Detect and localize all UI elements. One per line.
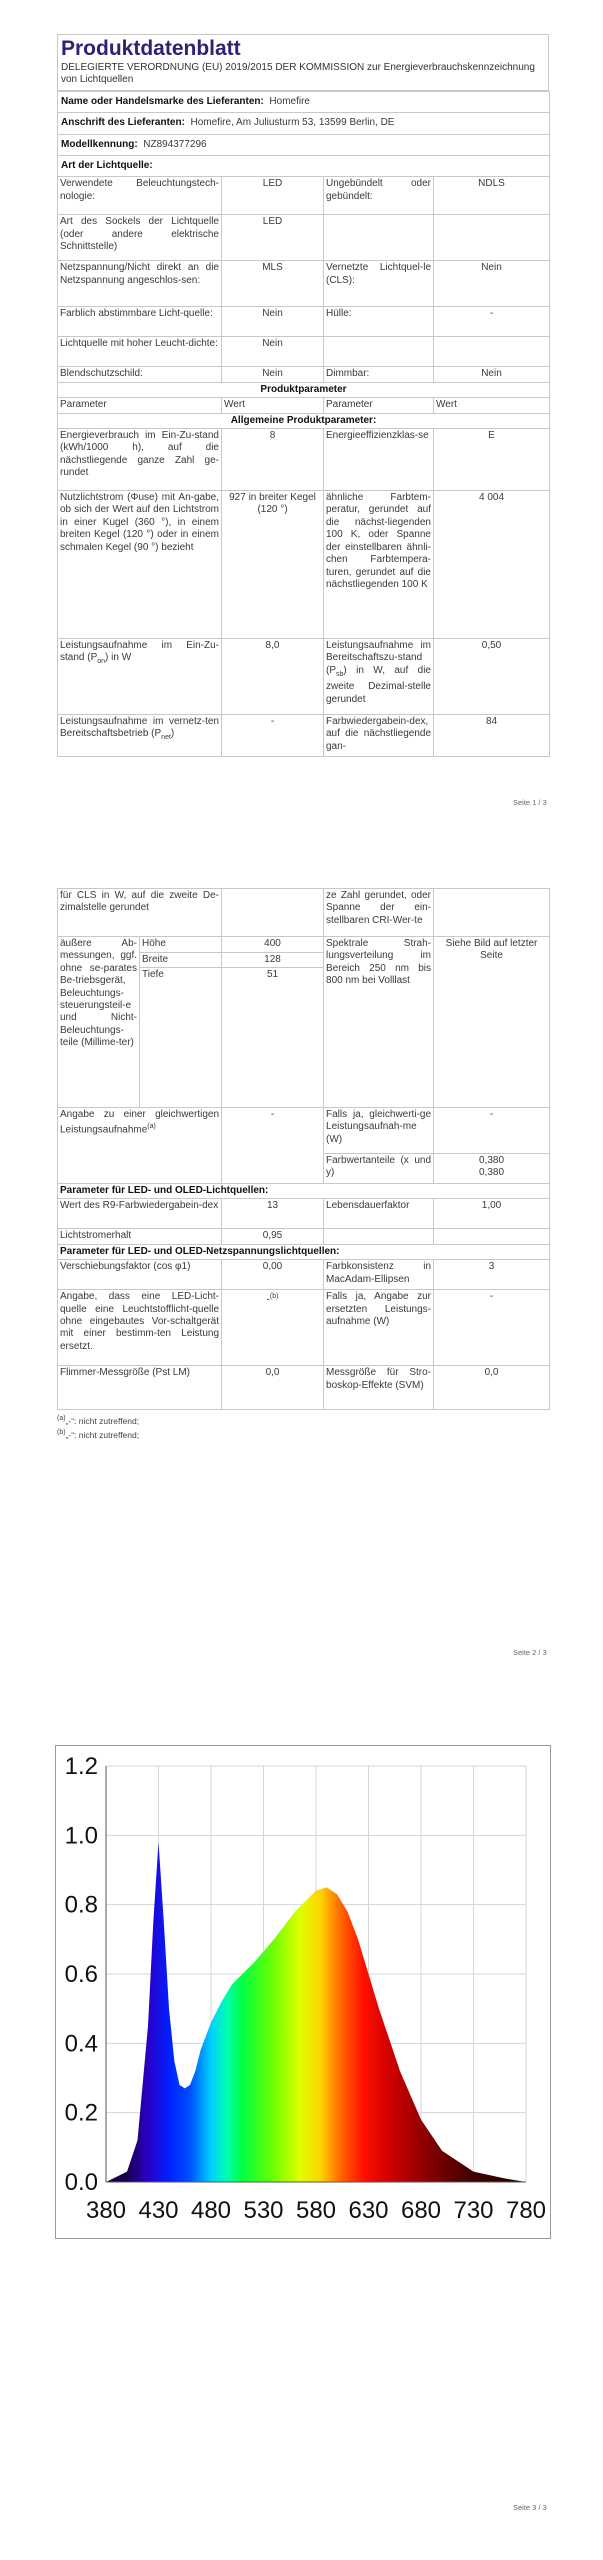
- model-value: NZ894377296: [143, 138, 207, 150]
- spectrum-area: [106, 1842, 526, 2182]
- page-number: Seite 1 / 3: [513, 798, 547, 807]
- useful-flux-value: 927 in breiter Kegel (120 °): [222, 491, 324, 639]
- replacement-claim-label: Angabe, dass eine LED-Licht-quelle eine Leuchtstofflicht-quelle ohne eingebautes Vor-schaltgerät mit einer bestimm-ten Leistung ersetzt.: [58, 1290, 222, 1366]
- on-mode-power-label: Leistungsaufnahme im Ein-Zu-stand $(P_{on})$ in W: [58, 639, 222, 715]
- y-tick-label: 0.8: [64, 1891, 98, 1919]
- r9-label: Wert des R9-Farbwiedergabein-dex: [58, 1199, 222, 1229]
- chromaticity-label: Farbwertanteile (x und y): [324, 1154, 434, 1184]
- model-label: Modellkennung:: [61, 138, 138, 150]
- col-header-param: Parameter: [324, 398, 434, 413]
- col-header-param: Parameter: [58, 398, 222, 413]
- empty-cell: [324, 1229, 434, 1244]
- chromaticity-value: 0,380 0,380: [434, 1154, 550, 1184]
- standby-power-label: Leistungsaufnahme im Bereitschaftszu-stand $(P_{sb})$ in W, auf die zweite Dezimal-stelle gerundet: [324, 639, 434, 715]
- spectral-distribution-value: Siehe Bild auf letzter Seite: [434, 937, 550, 1108]
- page-number: Seite 3 / 3: [513, 2503, 547, 2512]
- x-tick-label: 780: [505, 2197, 547, 2224]
- mains-value: MLS: [222, 261, 324, 307]
- flicker-value: 0,0: [222, 1366, 324, 1410]
- col-header-value: Wert: [222, 398, 324, 413]
- lumen-maintenance-value: 0,95: [222, 1229, 324, 1244]
- y-tick-label: 1.0: [64, 1822, 98, 1850]
- equivalent-power-claim-value: -: [222, 1108, 324, 1184]
- led-parameters-heading: Parameter für LED- und OLED-Lichtquellen:: [58, 1184, 550, 1199]
- empty-cell: [434, 1229, 550, 1244]
- standby-power-value: 0,50: [434, 639, 550, 715]
- document-title: Produktdatenblatt: [57, 34, 549, 62]
- survival-factor-label: Lebensdauerfaktor: [324, 1199, 434, 1229]
- displacement-factor-label: Verschiebungsfaktor (cos φ1): [58, 1260, 222, 1290]
- useful-flux-label: Nutzlichtstrom (Φuse) mit An-gabe, ob sich der Wert auf den Lichtstrom in einer Kugel (360 °), in einem breiten Kegel (120 °) oder in einem schmalen Kegel (90 °) bezieht: [58, 491, 222, 639]
- empty-cell: [434, 215, 550, 261]
- cct-value: 4 004: [434, 491, 550, 639]
- replacement-claim-value: -$^{(b)}$: [222, 1290, 324, 1366]
- cri-label-cont: ze Zahl gerundet, oder Spanne der ein-stellbaren CRI-Wer-te: [324, 889, 434, 937]
- replacement-power-value: -: [434, 1290, 550, 1366]
- hl-label: Lichtquelle mit hoher Leucht-dichte:: [58, 337, 222, 367]
- equivalent-power-label: Falls ja, gleichwerti-ge Leistungsaufnah-me (W): [324, 1108, 434, 1154]
- depth-value: 51: [222, 968, 324, 1108]
- footnote-b: $^{(b)}$„-“: nicht zutreffend;: [57, 1429, 140, 1440]
- on-mode-power-value: 8,0: [222, 639, 324, 715]
- page-1: [0, 0, 603, 810]
- tunable-value: Nein: [222, 307, 324, 337]
- cct-label: ähnliche Farbtem-peratur, gerundet auf die nächst-liegenden 100 K, oder Spanne der einstellbaren ähnli-chen Farbtempera-turen, gerundet auf die nächstliegenden 100 K: [324, 491, 434, 639]
- general-parameters-heading: Allgemeine Produktparameter:: [58, 413, 550, 428]
- macadam-value: 3: [434, 1260, 550, 1290]
- antiglare-value: Nein: [222, 367, 324, 382]
- mains-led-parameters-heading: Parameter für LED- und OLED-Netzspannungslichtquellen:: [58, 1244, 550, 1259]
- equivalent-power-value: -: [434, 1108, 550, 1154]
- x-tick-label: 380: [85, 2197, 127, 2224]
- spectral-distribution-chart: [55, 1745, 551, 2239]
- y-tick-label: 1.2: [64, 1753, 98, 1780]
- y-tick-label: 0.2: [64, 2099, 98, 2127]
- displacement-factor-value: 0,00: [222, 1260, 324, 1290]
- hl-value: Nein: [222, 337, 324, 367]
- cap-value: LED: [222, 215, 324, 261]
- empty-cell: [324, 215, 434, 261]
- empty-cell: [222, 889, 324, 937]
- spectrum-plot: [56, 1746, 550, 2238]
- y-tick-label: 0.6: [64, 1961, 98, 1988]
- energy-consumption-value: 8: [222, 429, 324, 491]
- flicker-label: Flimmer-Messgröße (Pst LM): [58, 1366, 222, 1410]
- net-standby-label-cont: für CLS in W, auf die zweite De-zimalstelle gerundet: [58, 889, 222, 937]
- y-tick-label: 0.0: [64, 2169, 98, 2196]
- supplier-value: Homefire: [269, 95, 310, 107]
- width-label: Breite: [140, 952, 222, 968]
- empty-cell: [434, 889, 550, 937]
- dimensions-label: äußere Ab-messungen, ggf. ohne se-parates Be-triebsgerät, Beleuchtungs-steuerungsteil-e und Nicht-Beleuchtungs-teile (Millime-ter): [58, 937, 140, 1108]
- dimmable-label: Dimmbar:: [324, 367, 434, 382]
- replacement-power-label: Falls ja, Angabe zur ersetzten Leistungs-aufnahme (W): [324, 1290, 434, 1366]
- equivalent-power-claim-label: Angabe zu einer gleichwertigen Leistungsaufnahme$^{(a)}$: [58, 1108, 222, 1184]
- x-tick-label: 580: [295, 2197, 337, 2224]
- technology-label: Verwendete Beleuchtungstech-nologie:: [58, 177, 222, 215]
- net-standby-label: Leistungsaufnahme im vernetz-ten Bereitschaftsbetrieb $(P_{net})$: [58, 715, 222, 757]
- address-value: Homefire, Am Juliusturm 53, 13599 Berlin, DE: [190, 117, 395, 129]
- supplier-label: Name oder Handelsmarke des Lieferanten:: [61, 95, 264, 107]
- empty-cell: [324, 337, 434, 367]
- stroboscopic-label: Messgröße für Stro-boskop-Effekte (SVM): [324, 1366, 434, 1410]
- technology-value: LED: [222, 177, 324, 215]
- page-number: Seite 2 / 3: [513, 1648, 547, 1657]
- cls-label: Vernetzte Lichtquel-le (CLS):: [324, 261, 434, 307]
- light-source-type-heading: Art der Lichtquelle:: [58, 156, 550, 177]
- footnote-a: $^{(a)}$„-“: nicht zutreffend;: [57, 1415, 140, 1427]
- address-label: Anschrift des Lieferanten:: [61, 117, 185, 129]
- tunable-label: Farblich abstimmbare Licht-quelle:: [58, 307, 222, 337]
- y-tick-label: 0.4: [64, 2030, 98, 2058]
- empty-cell: [434, 337, 550, 367]
- cri-value: 84: [434, 715, 550, 757]
- envelope-label: Hülle:: [324, 307, 434, 337]
- r9-value: 13: [222, 1199, 324, 1229]
- mains-label: Netzspannung/Nicht direkt an die Netzspannung angeschlos-sen:: [58, 261, 222, 307]
- net-standby-value: -: [222, 715, 324, 757]
- lumen-maintenance-label: Lichtstromerhalt: [58, 1229, 222, 1244]
- product-parameters-heading: Produktparameter: [58, 382, 550, 397]
- directional-value: NDLS: [434, 177, 550, 215]
- energy-consumption-label: Energieverbrauch im Ein-Zu-stand (kWh/1000 h), auf die nächstliegende ganze Zahl ge-rundet: [58, 429, 222, 491]
- energy-class-label: Energieeffizienzklas-se: [324, 429, 434, 491]
- height-value: 400: [222, 937, 324, 953]
- x-tick-label: 630: [348, 2197, 389, 2224]
- envelope-value: -: [434, 307, 550, 337]
- stroboscopic-value: 0,0: [434, 1366, 550, 1410]
- macadam-label: Farbkonsistenz in MacAdam-Ellipsen: [324, 1260, 434, 1290]
- header-table: [57, 91, 550, 757]
- x-tick-label: 680: [400, 2197, 442, 2224]
- x-tick-label: 430: [138, 2197, 179, 2224]
- spectral-distribution-label: Spektrale Strah-lungsverteilung im Bereich 250 nm bis 800 nm bei Volllast: [324, 937, 434, 1108]
- dimmable-value: Nein: [434, 367, 550, 382]
- height-label: Höhe: [140, 937, 222, 953]
- cap-label: Art des Sockels der Lichtquelle (oder andere elektrische Schnittstelle): [58, 215, 222, 261]
- directional-label: Ungebündelt oder gebündelt:: [324, 177, 434, 215]
- cri-label: Farbwiedergabein-dex, auf die nächstliegende gan-: [324, 715, 434, 757]
- survival-factor-value: 1,00: [434, 1199, 550, 1229]
- col-header-value: Wert: [434, 398, 550, 413]
- footnotes: [57, 1413, 549, 1441]
- energy-class-value: E: [434, 429, 550, 491]
- regulation-text: DELEGIERTE VERORDNUNG (EU) 2019/2015 DER KOMMISSION zur Energieverbrauchskennzeichnung von Lichtquellen: [57, 62, 549, 91]
- parameters-table-continued: [57, 888, 550, 1410]
- cls-value: Nein: [434, 261, 550, 307]
- depth-label: Tiefe: [140, 968, 222, 1108]
- antiglare-label: Blendschutzschild:: [58, 367, 222, 382]
- x-tick-label: 530: [243, 2197, 284, 2224]
- x-tick-label: 730: [453, 2197, 494, 2224]
- x-tick-label: 480: [190, 2197, 232, 2224]
- width-value: 128: [222, 952, 324, 968]
- page-2: [0, 870, 603, 1670]
